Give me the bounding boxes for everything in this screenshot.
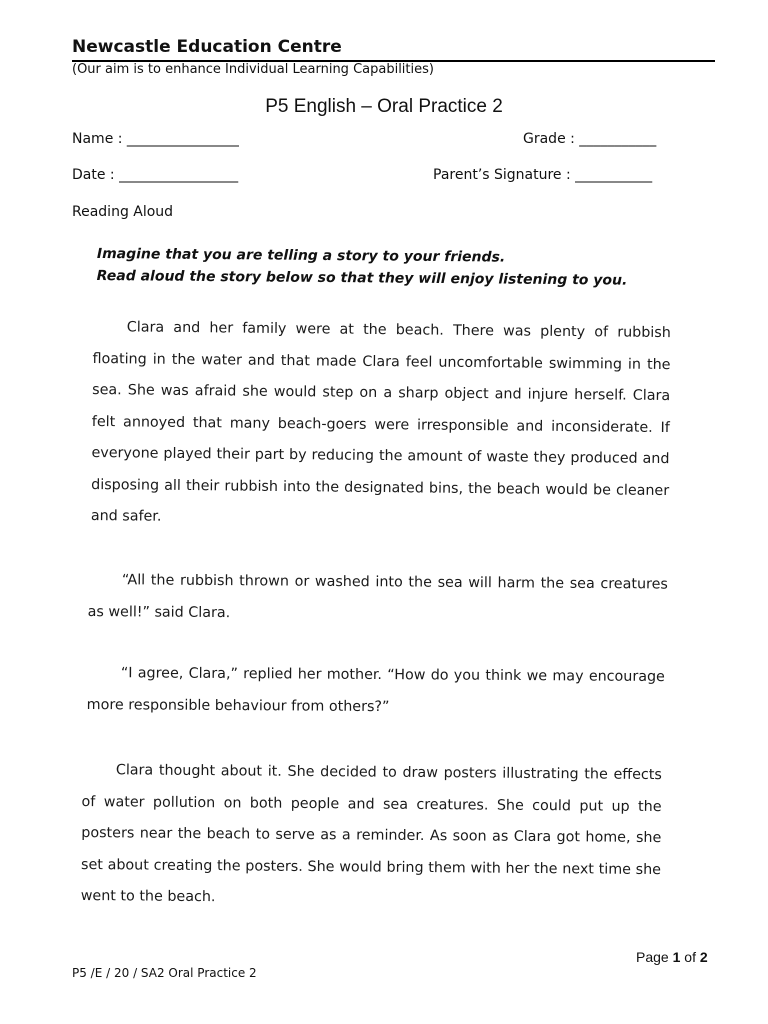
section-label: Reading Aloud — [72, 204, 174, 220]
date-field-label: Date : _________________ — [72, 167, 239, 183]
name-field-label: Name : ________________ — [72, 131, 239, 147]
organization-name: Newcastle Education Centre — [72, 37, 342, 57]
instruction-line-2: Read aloud the story below so that they will enjoy listening to you. — [96, 267, 628, 289]
story-paragraph-4 — [81, 755, 662, 918]
instructions — [97, 243, 628, 292]
story-paragraph-1 — [91, 312, 671, 539]
page-number-current: 1 — [672, 949, 681, 965]
page-number-total: 2 — [699, 949, 708, 965]
organization-aim: (Our aim is to enhance Individual Learning Capabilities) — [72, 62, 434, 77]
instruction-line-1: Imagine that you are telling a story to your friends. — [96, 245, 506, 266]
page-number-of: of — [680, 949, 700, 965]
page-number — [636, 949, 708, 965]
story-paragraph-4-text: Clara thought about it. She decided to draw posters illustrating the effects of water pollution on both people and sea creatures. She could put up the posters near the beach to serve as a reminder. As soon as Clara got home, she set about creating the posters. She would bring them with her the next time she went to the beach. — [80, 762, 662, 906]
story-paragraph-3-text: “I agree, Clara,” replied her mother. “How do you think we may encourage more responsible behaviour from others?” — [86, 665, 665, 715]
story-paragraph-2 — [88, 565, 668, 633]
page-title: P5 English – Oral Practice 2 — [265, 96, 503, 117]
grade-field-label: Grade : ___________ — [523, 131, 657, 147]
footer-text: P5 /E / 20 / SA2 Oral Practice 2 — [72, 966, 257, 980]
story-paragraph-1-text: Clara and her family were at the beach. There was plenty of rubbish floating in the water and that made Clara feel uncomfortable swimming in the sea. She was afraid she would step on a sharp object and injure herself. Clara felt annoyed that many beach-goers were irresponsible and inconsiderate. If everyone played their part by reducing the amount of waste they produced and disposing all their rubbish into the designated bins, the beach would be cleaner and safer. — [90, 319, 671, 525]
page-number-prefix: Page — [636, 949, 673, 965]
parent-signature-field-label: Parent’s Signature : ___________ — [433, 167, 653, 183]
story-paragraph-2-text: “All the rubbish thrown or washed into the sea will harm the sea creatures as well!” said Clara. — [87, 572, 668, 621]
story-paragraph-3 — [87, 658, 665, 725]
